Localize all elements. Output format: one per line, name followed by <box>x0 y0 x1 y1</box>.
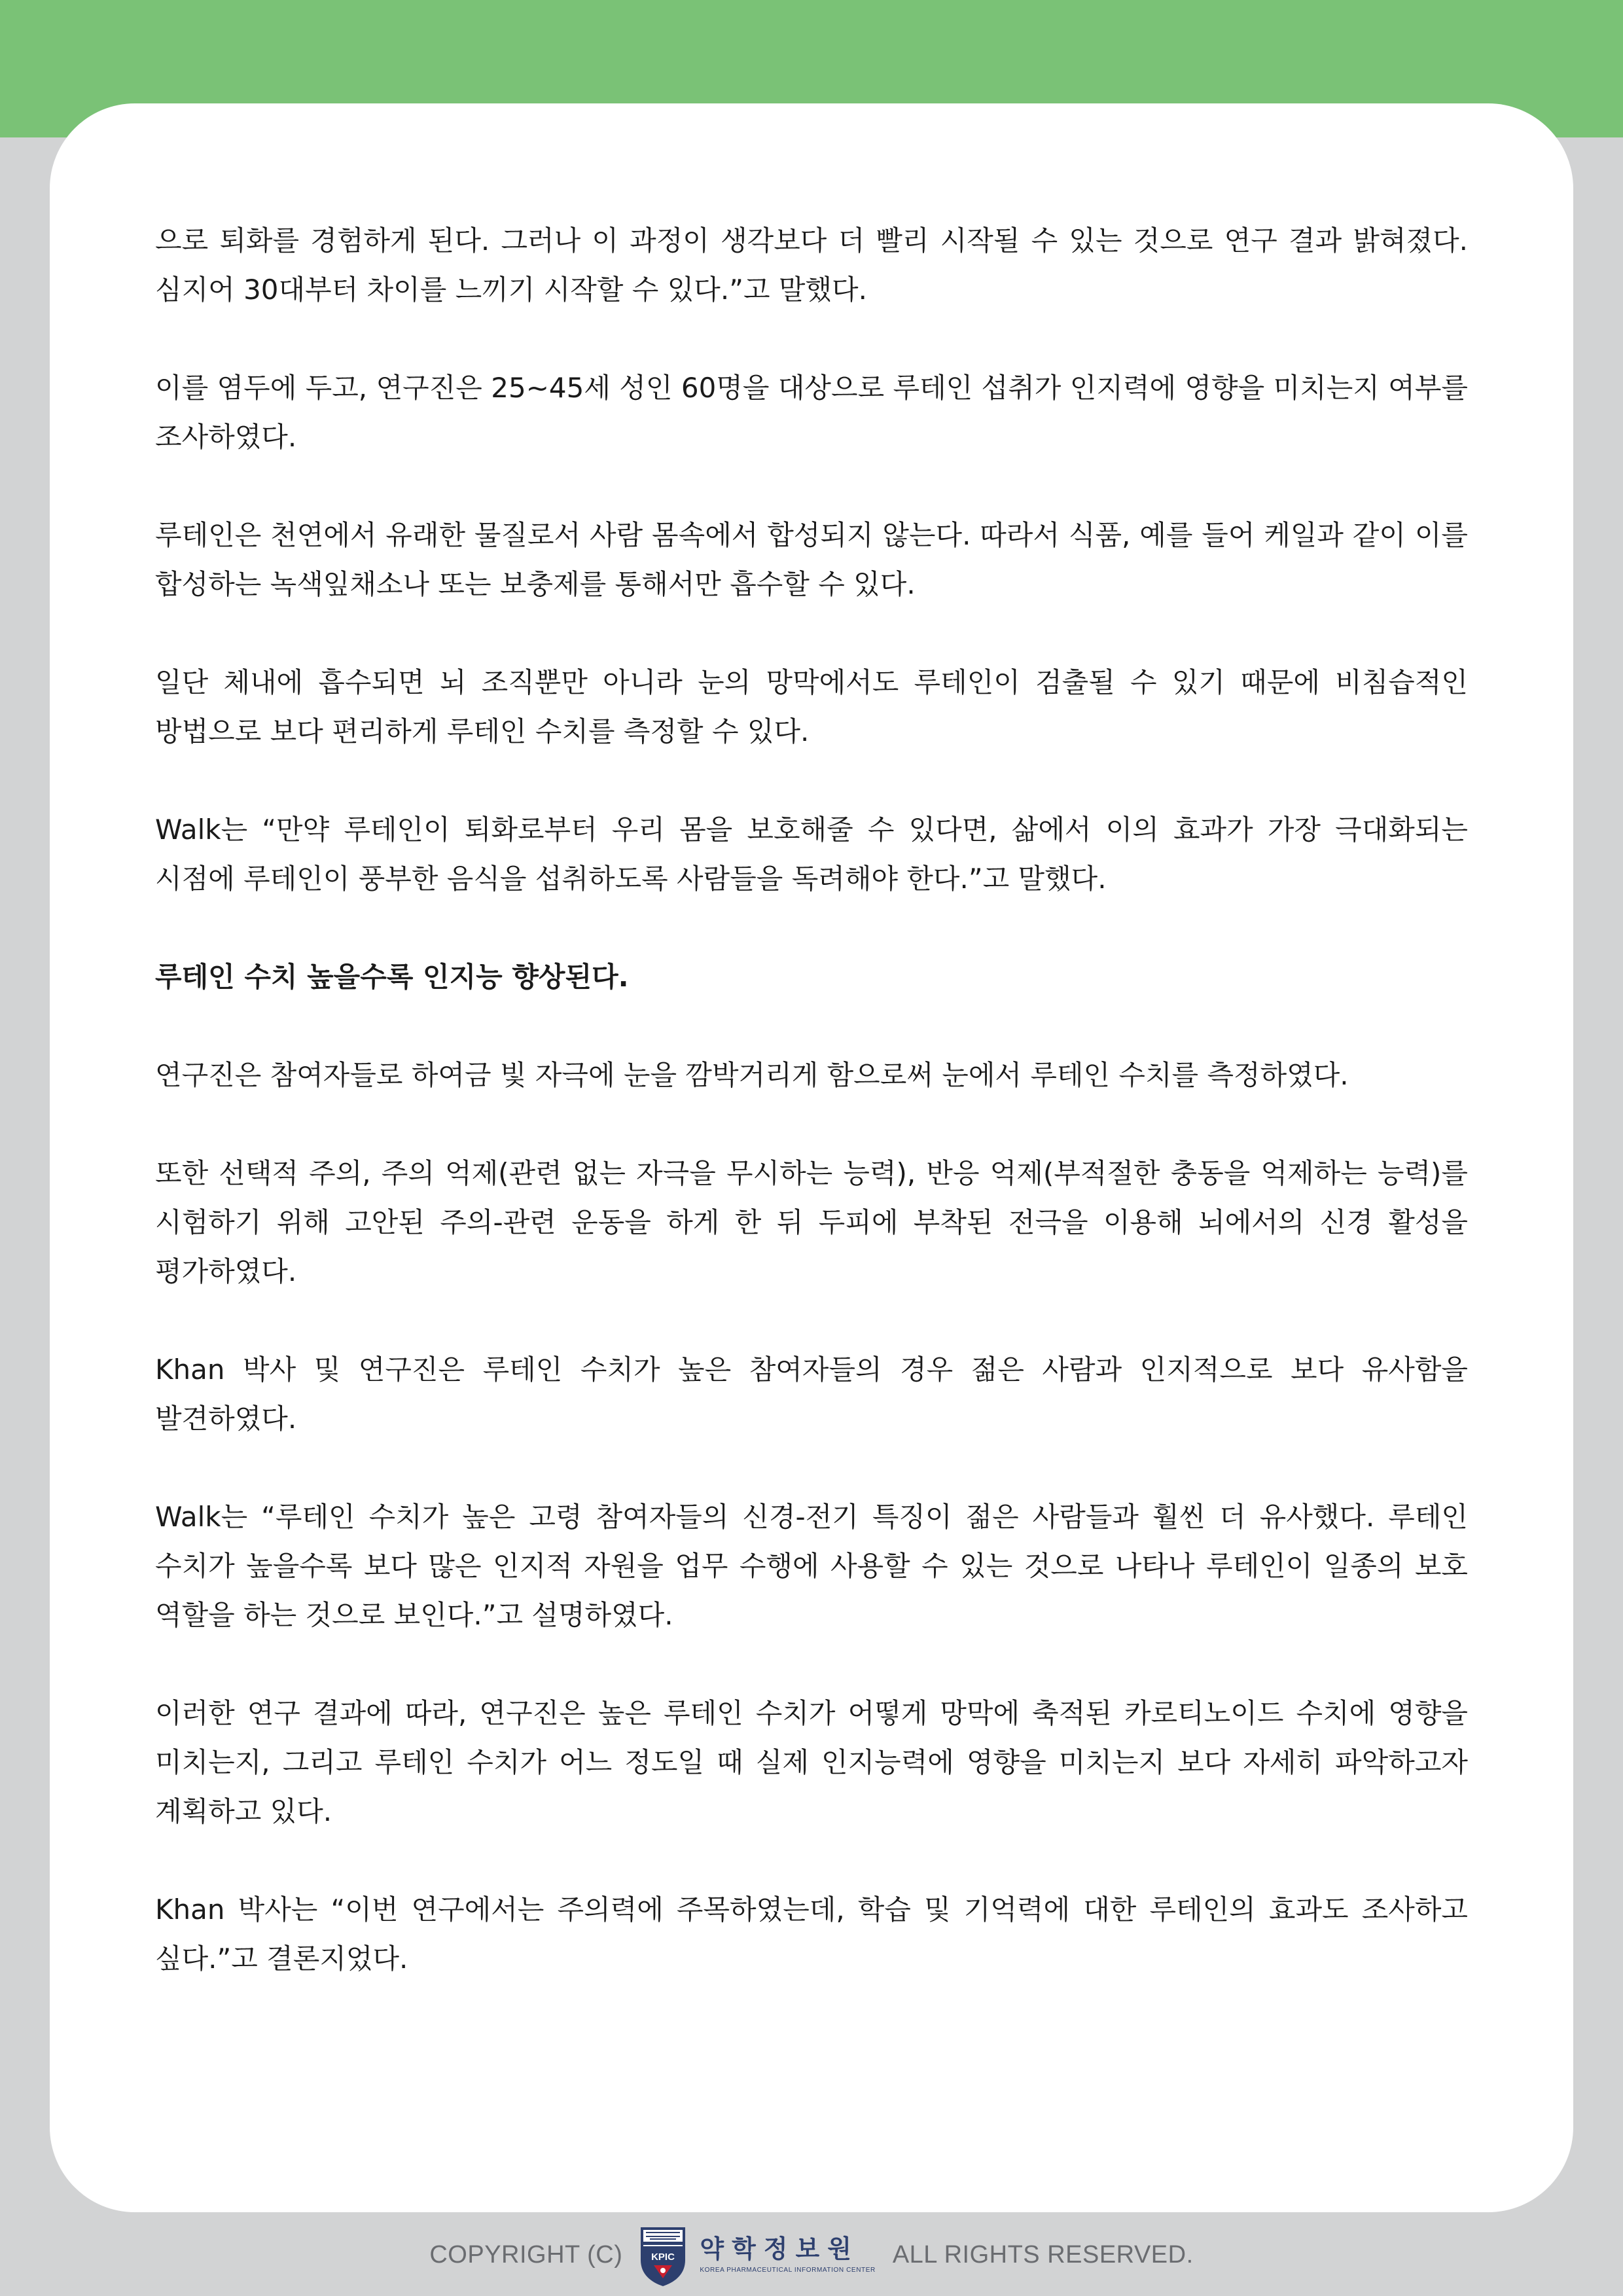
logo-name: 약학정보원 <box>700 2234 859 2263</box>
paragraph: 연구진은 참여자들로 하여금 빛 자극에 눈을 깜박거리게 함으로써 눈에서 루테인 수치를 측정하였다. <box>155 1059 1349 1091</box>
paragraph: Walk는 “루테인 수치가 높은 고령 참여자들의 신경-전기 특징이 젊은 사람들과 훨씬 더 유사했다. 루테인 수치가 높을수록 보다 많은 인지적 자원을 업무 수행에 사용할 수 있는 것으로 나타나 루테인이 일종의 보호 역할을 하는 것으로 보인다.”고 설명하였다. <box>155 1501 1468 1631</box>
logo-subtitle: KOREA PHARMACEUTICAL INFORMATION CENTER <box>700 2267 876 2274</box>
paragraph: 또한 선택적 주의, 주의 억제(관련 없는 자극을 무시하는 능력), 반응 억제(부적절한 충동을 억제하는 능력)를 시험하기 위해 고안된 주의-관련 운동을 하게 한 뒤 두피에 부착된 전극을 이용해 뇌에서의 신경 활성을 평가하였다. <box>155 1157 1468 1287</box>
paragraph: 일단 체내에 흡수되면 뇌 조직뿐만 아니라 눈의 망막에서도 루테인이 검출될 수 있기 때문에 비침습적인 방법으로 보다 편리하게 루테인 수치를 측정할 수 있다. <box>155 666 1468 747</box>
paragraph: Khan 박사 및 연구진은 루테인 수치가 높은 참여자들의 경우 젊은 사람과 인지적으로 보다 유사함을 발견하였다. <box>155 1354 1468 1435</box>
kpic-emblem-icon <box>637 2222 689 2287</box>
section-heading: 루테인 수치 높을수록 인지능 향상된다. <box>155 961 629 993</box>
paragraph: 이를 염두에 두고, 연구진은 25~45세 성인 60명을 대상으로 루테인 섭취가 인지력에 영향을 미치는지 여부를 조사하였다. <box>155 372 1468 453</box>
footer <box>0 2214 1623 2296</box>
kpic-logo <box>637 2222 875 2287</box>
copyright-right: ALL RIGHTS RESERVED. <box>892 2240 1194 2269</box>
paragraph: Walk는 “만약 루테인이 퇴화로부터 우리 몸을 보호해줄 수 있다면, 삶에서 이의 효과가 가장 극대화되는 시점에 루테인이 풍부한 음식을 섭취하도록 사람들을 독려해야 한다.”고 말했다. <box>155 814 1468 895</box>
article-body <box>155 216 1468 2032</box>
copyright-left: COPYRIGHT (C) <box>429 2240 623 2269</box>
paragraph: 이러한 연구 결과에 따라, 연구진은 높은 루테인 수치가 어떻게 망막에 축적된 카로티노이드 수치에 영향을 미치는지, 그리고 루테인 수치가 어느 정도일 때 실제 인지능력에 영향을 미치는지 보다 자세히 파악하고자 계획하고 있다. <box>155 1697 1468 1827</box>
paragraph: 루테인은 천연에서 유래한 물질로서 사람 몸속에서 합성되지 않는다. 따라서 식품, 예를 들어 케일과 같이 이를 합성하는 녹색잎채소나 또는 보충제를 통해서만 흡수할 수 있다. <box>155 519 1468 600</box>
paragraph: Khan 박사는 “이번 연구에서는 주의력에 주목하였는데, 학습 및 기억력에 대한 루테인의 효과도 조사하고 싶다.”고 결론지었다. <box>155 1893 1468 1975</box>
paragraph: 으로 퇴화를 경험하게 된다. 그러나 이 과정이 생각보다 더 빨리 시작될 수 있는 것으로 연구 결과 밝혀졌다. 심지어 30대부터 차이를 느끼기 시작할 수 있다.”고 말했다. <box>155 224 1468 306</box>
svg-text:KPIC: KPIC <box>651 2251 675 2263</box>
